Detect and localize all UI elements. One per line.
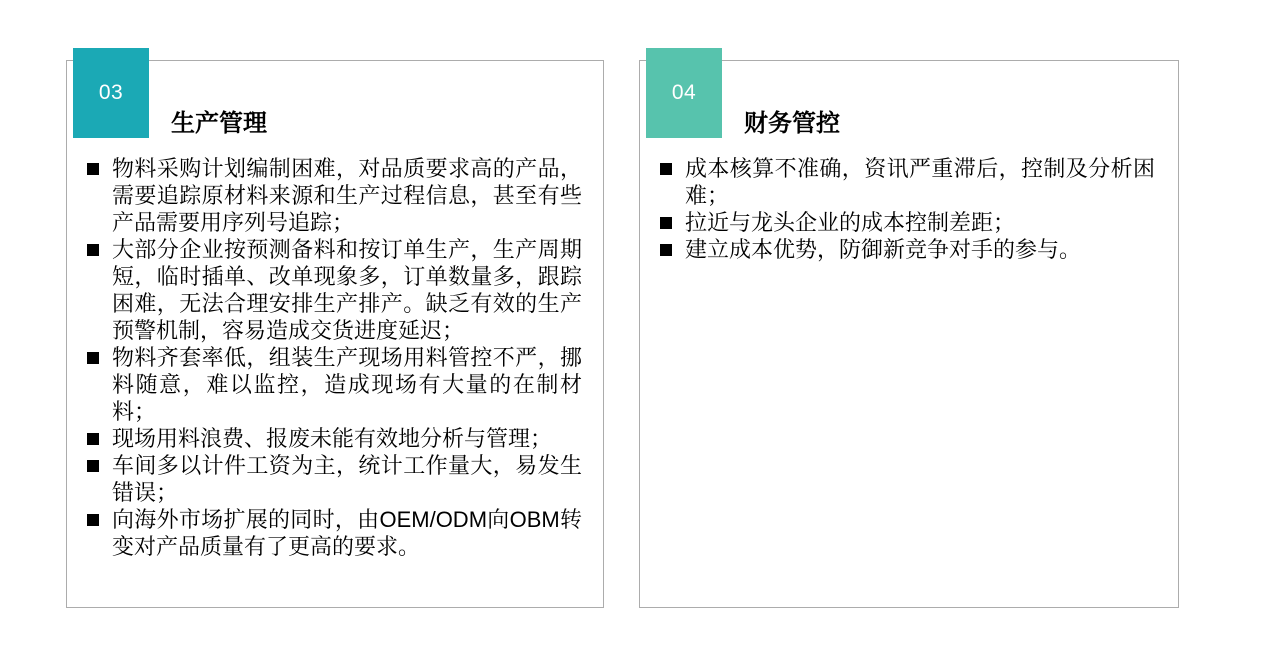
list-item <box>87 344 595 425</box>
square-bullet-icon <box>87 514 99 526</box>
square-bullet-icon <box>87 460 99 472</box>
list-item <box>87 425 595 452</box>
list-item <box>660 209 1170 236</box>
bullet-list <box>87 155 595 560</box>
card-number-badge: 04 <box>646 48 722 138</box>
square-bullet-icon <box>87 352 99 364</box>
list-item-text: 车间多以计件工资为主，统计工作量大，易发生错误； <box>112 453 582 505</box>
card-financial-control <box>639 60 1179 608</box>
square-bullet-icon <box>660 163 672 175</box>
list-item <box>660 155 1170 209</box>
list-item-text: 物料齐套率低，组装生产现场用料管控不严，挪料随意，难以监控，造成现场有大量的在制材料； <box>112 345 582 424</box>
list-item-text: 大部分企业按预测备料和按订单生产，生产周期短，临时插单、改单现象多，订单数量多，跟踪困难，无法合理安排生产排产。缺乏有效的生产预警机制，容易造成交货进度延迟； <box>112 237 582 343</box>
list-item <box>660 236 1170 263</box>
list-item-text: 建立成本优势，防御新竞争对手的参与。 <box>685 237 1082 262</box>
square-bullet-icon <box>660 244 672 256</box>
list-item-text: 向海外市场扩展的同时，由OEM/ODM向OBM转变对产品质量有了更高的要求。 <box>112 507 582 559</box>
list-item-text: 现场用料浪费、报废未能有效地分析与管理； <box>112 426 553 451</box>
list-item <box>87 506 595 560</box>
bullet-list <box>660 155 1170 263</box>
list-item <box>87 236 595 344</box>
card-number-badge: 03 <box>73 48 149 138</box>
list-item-text: 拉近与龙头企业的成本控制差距； <box>685 210 1016 235</box>
square-bullet-icon <box>87 433 99 445</box>
list-item <box>87 452 595 506</box>
card-title: 财务管控 <box>744 110 840 137</box>
card-title: 生产管理 <box>171 110 267 137</box>
list-item-text: 成本核算不准确，资讯严重滞后，控制及分析困难； <box>685 156 1155 208</box>
square-bullet-icon <box>87 244 99 256</box>
card-production-management <box>66 60 604 608</box>
list-item-text: 物料采购计划编制困难，对品质要求高的产品，需要追踪原材料来源和生产过程信息，甚至有些产品需要用序列号追踪； <box>112 156 582 235</box>
square-bullet-icon <box>87 163 99 175</box>
square-bullet-icon <box>660 217 672 229</box>
list-item <box>87 155 595 236</box>
